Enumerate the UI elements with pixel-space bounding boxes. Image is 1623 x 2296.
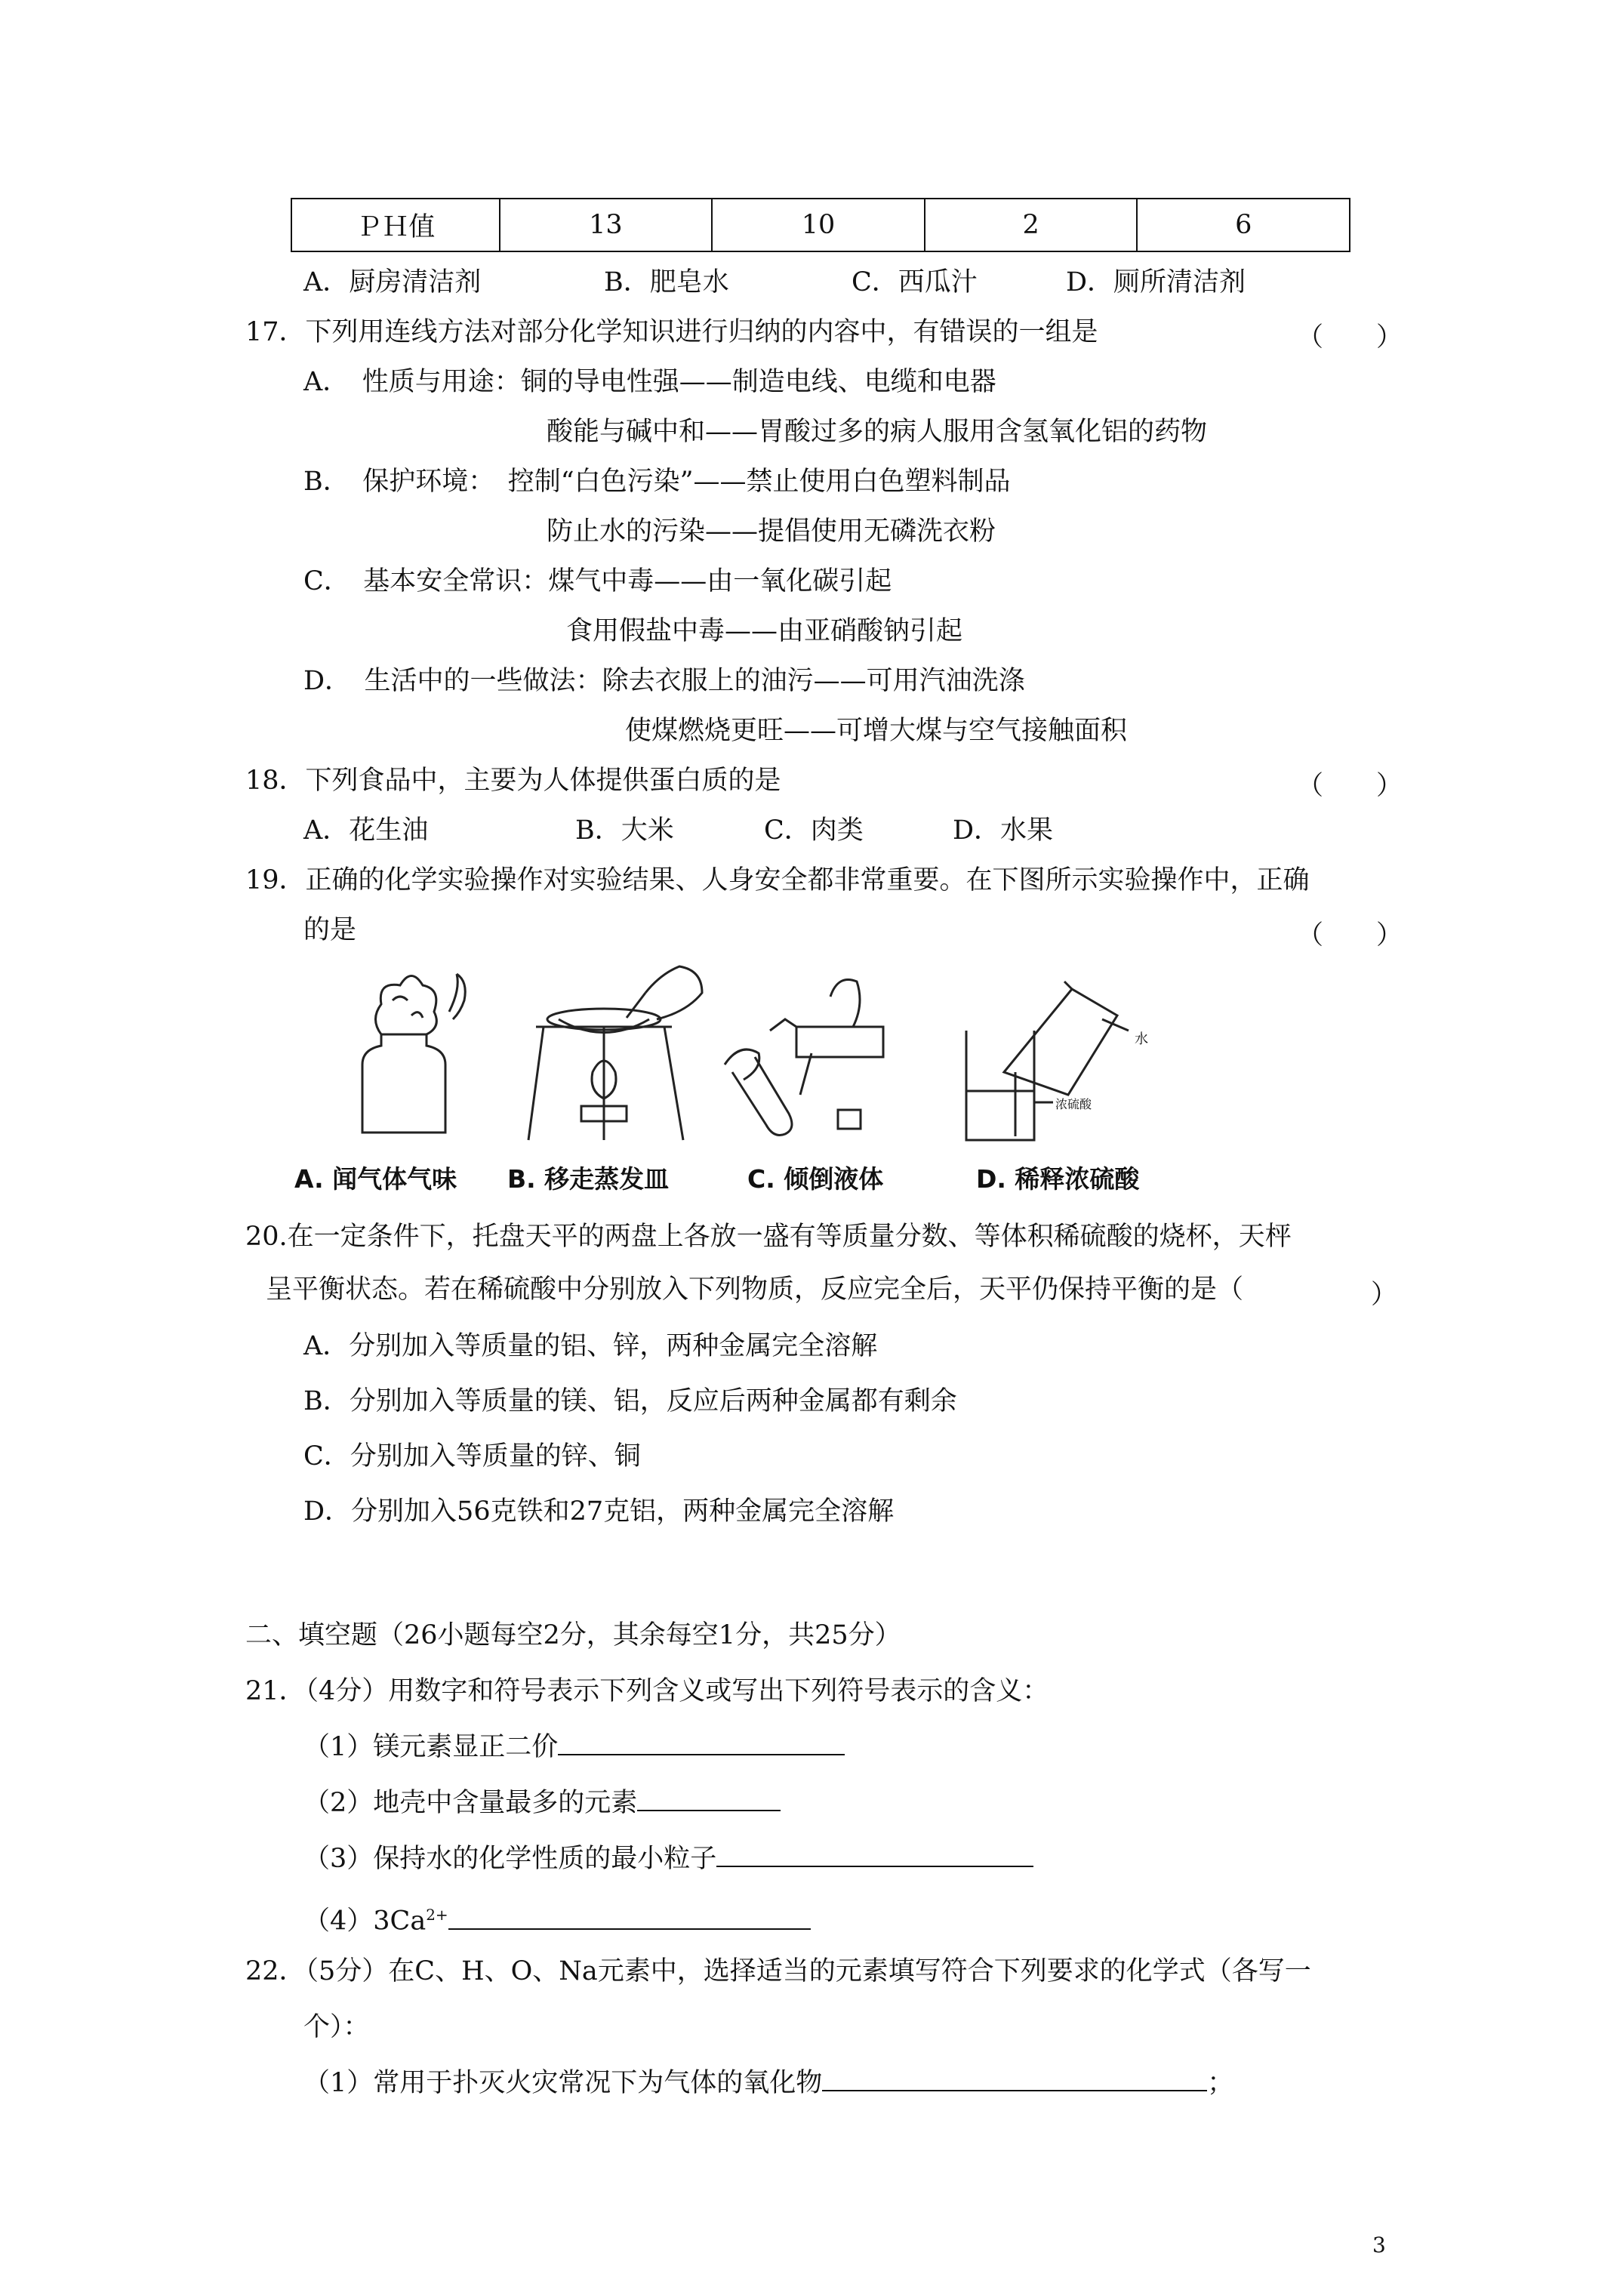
q21-item-2	[303, 1787, 781, 1819]
q19-answer-paren: （ ）	[1297, 920, 1403, 951]
ph-header: ＰＨ值	[291, 199, 500, 251]
q21-item-4-text: （4）3Ca	[303, 1906, 427, 1937]
answer-blank[interactable]	[448, 1906, 811, 1930]
q20-answer-paren: ）	[1371, 1280, 1398, 1310]
q17-answer-paren: （ ）	[1297, 322, 1403, 353]
q16-option-c: C．西瓜汁	[852, 267, 978, 297]
q20-option-c: C．分别加入等质量的锌、铜	[303, 1441, 641, 1472]
answer-blank[interactable]	[822, 2067, 1207, 2091]
figure-a-smell-gas	[347, 959, 468, 1148]
q20-option-a: A．分别加入等质量的铝、锌，两种金属完全溶解	[303, 1331, 878, 1361]
q21-item-1-text: （1）镁元素显正二价	[303, 1732, 559, 1762]
figure-b-evaporating-dish	[521, 959, 710, 1148]
q21-item-1	[303, 1731, 845, 1763]
q19-stem-line2: 的是	[303, 915, 357, 945]
figure-d-acid-label: 浓硫酸	[1055, 1097, 1092, 1111]
answer-blank[interactable]	[637, 1787, 781, 1811]
ph-table	[291, 198, 1350, 252]
q18-answer-paren: （ ）	[1297, 771, 1403, 801]
q16-option-a: A．厨房清洁剂	[303, 267, 482, 297]
q17-item-b-2: 防止水的污染——提倡使用无磷洗衣粉	[547, 516, 996, 547]
ph-value: 6	[1137, 199, 1350, 251]
ph-value: 2	[925, 199, 1138, 251]
figure-c-label: C. 倾倒液体	[747, 1164, 884, 1194]
q20-stem-line1: 20.在一定条件下，托盘天平的两盘上各放一盛有等质量分数、等体积稀硫酸的烧杯，天枰	[245, 1222, 1292, 1252]
q17-stem: 17．下列用连线方法对部分化学知识进行归纳的内容中，有错误的一组是	[245, 317, 1098, 347]
q21-item-2-text: （2）地壳中含量最多的元素	[303, 1788, 638, 1818]
q22-item-1-text: （1）常用于扑灭火灾常况下为气体的氧化物	[303, 2068, 823, 2098]
q18-option-d: D．水果	[953, 815, 1054, 846]
q17-item-b: B． 保护环境： 控制“白色污染”——禁止使用白色塑料制品	[303, 467, 1011, 497]
q22-stem-line2: 个）：	[303, 2012, 370, 2042]
q16-option-b: B．肥皂水	[604, 267, 729, 297]
q18-option-c: C．肉类	[764, 815, 864, 846]
figure-d-dilute-acid	[955, 959, 1151, 1148]
ph-value: 10	[712, 199, 925, 251]
q22-item-1	[303, 2067, 1233, 2099]
q21-item-4	[303, 1899, 811, 1937]
figure-b-label: B. 移走蒸发皿	[507, 1164, 670, 1194]
q21-item-3-text: （3）保持水的化学性质的最小粒子	[303, 1844, 717, 1874]
q20-option-d: D．分别加入56克铁和27克铝，两种金属完全溶解	[303, 1496, 895, 1527]
q17-item-d-2: 使煤燃烧更旺——可增大煤与空气接触面积	[625, 716, 1128, 746]
q18-option-b: B．大米	[575, 815, 674, 846]
q19-stem-line1: 19．正确的化学实验操作对实验结果、人身安全都非常重要。在下图所示实验操作中，正确	[245, 865, 1310, 895]
section-title: 二、填空题（26小题每空2分，其余每空1分，共25分）	[245, 1620, 901, 1650]
ph-value: 13	[500, 199, 713, 251]
q22-stem-line1: 22．（5分）在C、H、O、Na元素中，选择适当的元素填写符合下列要求的化学式（各写一	[245, 1956, 1311, 1986]
q18-option-a: A．花生油	[303, 815, 429, 846]
q17-item-c: C． 基本安全常识：煤气中毒——由一氧化碳引起	[303, 566, 892, 596]
q17-item-a: A． 性质与用途：铜的导电性强——制造电线、电缆和电器	[303, 367, 996, 397]
q16-option-d: D．厕所清洁剂	[1066, 267, 1246, 297]
answer-blank[interactable]	[716, 1843, 1033, 1867]
q17-item-c-2: 食用假盐中毒——由亚硝酸钠引起	[566, 616, 963, 646]
q21-item-3	[303, 1843, 1033, 1875]
q21-item-4-charge: 2+	[426, 1906, 448, 1924]
q17-item-a-2: 酸能与碱中和——胃酸过多的病人服用含氢氧化铝的药物	[547, 417, 1208, 447]
q20-stem-line2: 呈平衡状态。若在稀硫酸中分别放入下列物质，反应完全后，天平仍保持平衡的是（	[266, 1274, 1244, 1305]
figure-a-label: A. 闻气体气味	[294, 1164, 457, 1194]
q17-item-d: D． 生活中的一些做法：除去衣服上的油污——可用汽油洗涤	[303, 666, 1025, 696]
figure-d-water-label: 水	[1135, 1031, 1148, 1047]
q22-item-1-end: ；	[1207, 2068, 1234, 2098]
answer-blank[interactable]	[558, 1731, 845, 1755]
figure-d-label: D. 稀释浓硫酸	[976, 1164, 1140, 1194]
page-number: 3	[1372, 2233, 1386, 2257]
figure-c-pour-liquid	[725, 959, 898, 1148]
q21-stem: 21．（4分）用数字和符号表示下列含义或写出下列符号表示的含义：	[245, 1676, 1049, 1706]
q20-option-b: B．分别加入等质量的镁、铝，反应后两种金属都有剩余	[303, 1386, 957, 1416]
q18-stem: 18．下列食品中，主要为人体提供蛋白质的是	[245, 766, 781, 796]
